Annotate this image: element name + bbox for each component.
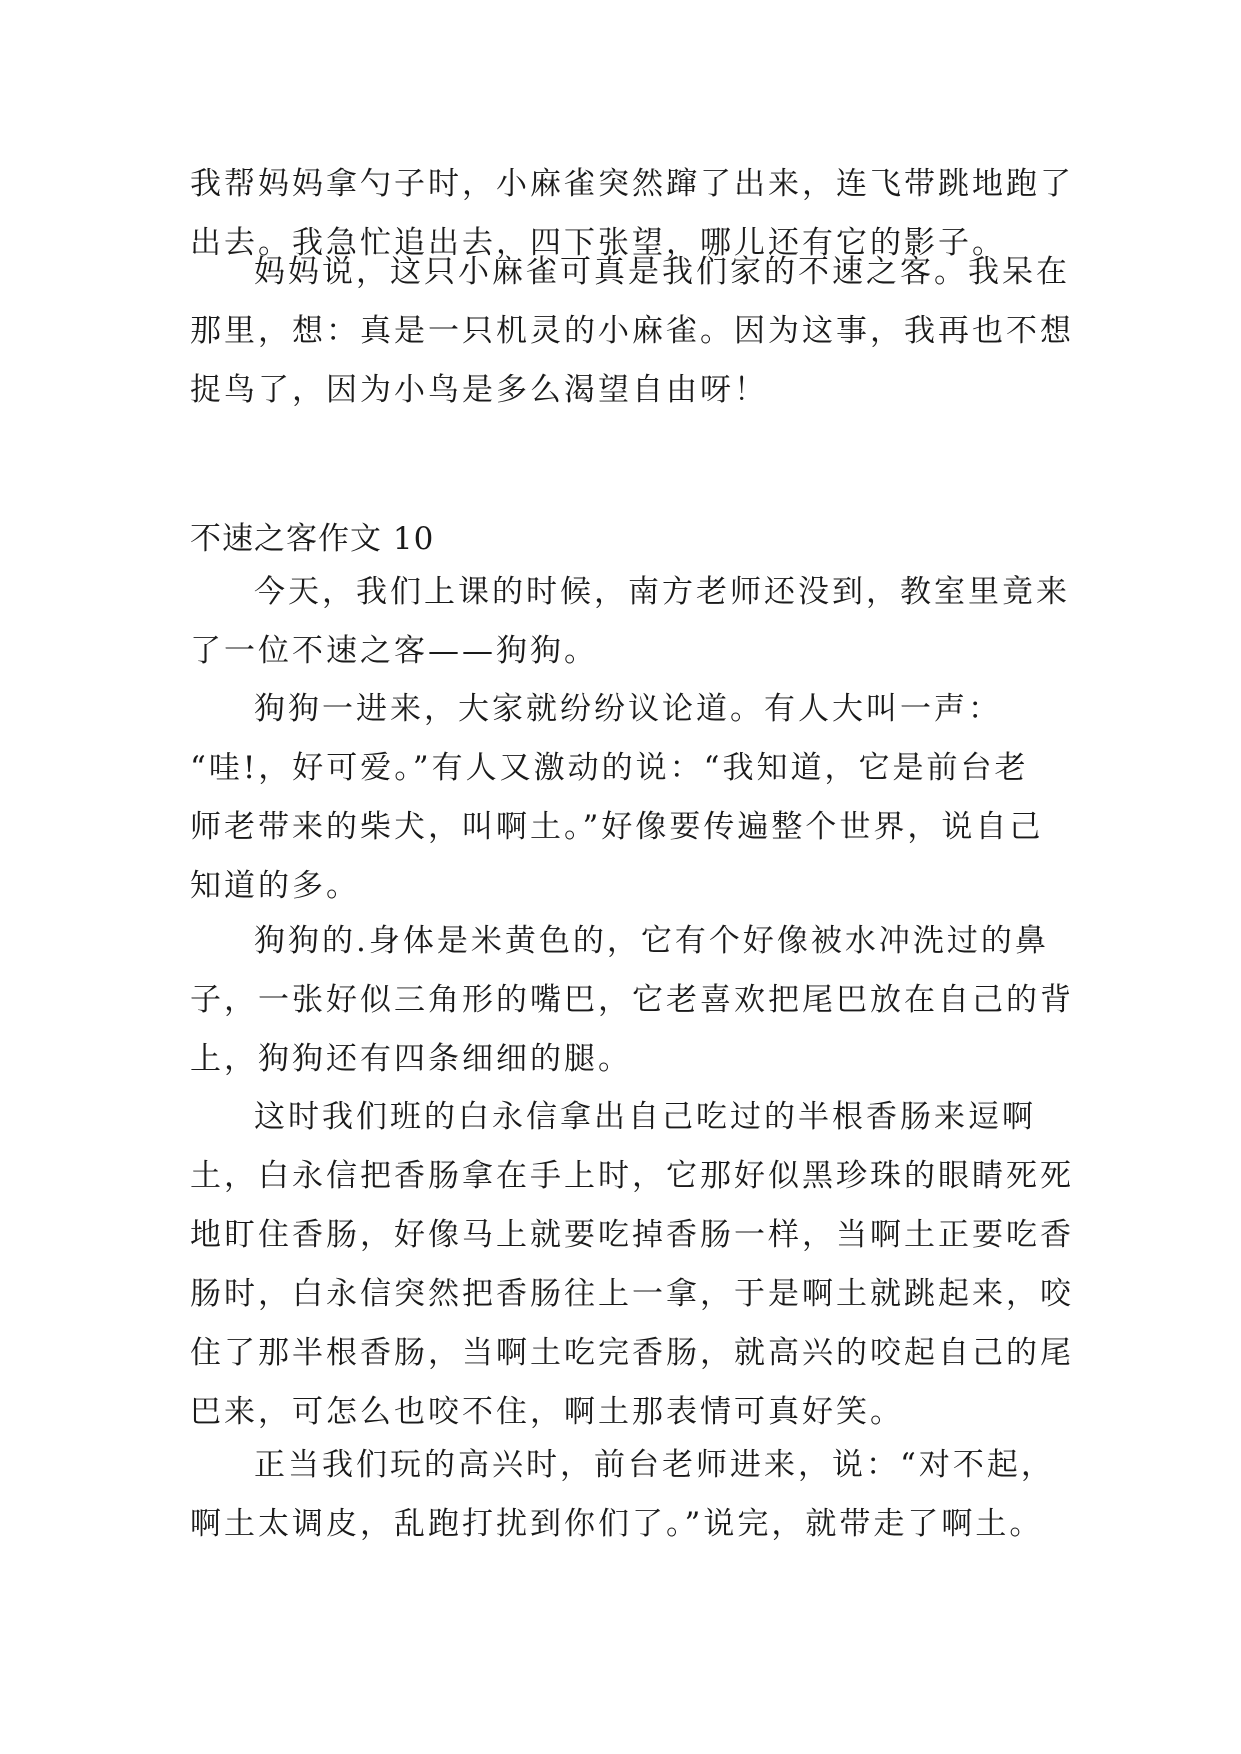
- text-line: 上，狗狗还有四条细细的腿。: [190, 1041, 632, 1077]
- text-line: 狗狗的.身体是米黄色的，它有个好像被水冲洗过的鼻: [254, 923, 1049, 959]
- text-line: 师老带来的柴犬，叫啊土。”好像要传遍整个世界，说自己: [190, 809, 1044, 845]
- text-line: 了一位不速之客——狗狗。: [190, 633, 598, 669]
- section-heading: [190, 510, 1050, 569]
- text-line: 住了那半根香肠，当啊土吃完香肠，就高兴的咬起自己的尾: [190, 1335, 1074, 1371]
- text-line: 捉鸟了，因为小鸟是多么渴望自由呀！: [190, 372, 768, 408]
- text-line: 肠时，白永信突然把香肠往上一拿，于是啊土就跳起来，咬: [190, 1276, 1074, 1312]
- paragraph-4: [190, 680, 1050, 916]
- text-line: 出去。我急忙追出去，四下张望，哪儿还有它的影子。: [190, 225, 1006, 261]
- text-line: 正当我们玩的高兴时，前台老师进来，说：“对不起，: [254, 1447, 1055, 1483]
- text-line: 知道的多。: [190, 868, 360, 904]
- text-line: 那里，想：真是一只机灵的小麻雀。因为这事，我再也不想: [190, 313, 1074, 349]
- text-line: 地盯住香肠，好像马上就要吃掉香肠一样，当啊土正要吃香: [190, 1217, 1074, 1253]
- text-line: 啊土太调皮，乱跑打扰到你们了。”说完，就带走了啊土。: [190, 1506, 1044, 1542]
- text-line: 妈妈说，这只小麻雀可真是我们家的不速之客。我呆在: [254, 254, 1070, 290]
- text-line: 这时我们班的白永信拿出自己吃过的半根香肠来逗啊: [254, 1099, 1036, 1135]
- paragraph-2: [190, 243, 1074, 420]
- heading-text: 不速之客作文 10: [190, 521, 435, 557]
- paragraph-3: [190, 563, 1070, 681]
- text-line: 子，一张好似三角形的嘴巴，它老喜欢把尾巴放在自己的背: [190, 982, 1074, 1018]
- paragraph-5: [190, 912, 1074, 1089]
- text-line: 今天，我们上课的时候，南方老师还没到，教室里竟来: [254, 574, 1070, 610]
- text-line: “哇!，好可爱。”有人又激动的说：“我知道，它是前台老: [190, 750, 1029, 786]
- paragraph-7: [190, 1436, 1055, 1554]
- text-line: 狗狗一进来，大家就纷纷议论道。有人大叫一声：: [254, 691, 1002, 727]
- paragraph-6: [190, 1088, 1074, 1442]
- text-line: 土，白永信把香肠拿在手上时，它那好似黑珍珠的眼睛死死: [190, 1158, 1074, 1194]
- text-line: 巴来，可怎么也咬不住，啊土那表情可真好笑。: [190, 1394, 904, 1430]
- text-line: 我帮妈妈拿勺子时，小麻雀突然蹿了出来，连飞带跳地跑了: [190, 166, 1074, 202]
